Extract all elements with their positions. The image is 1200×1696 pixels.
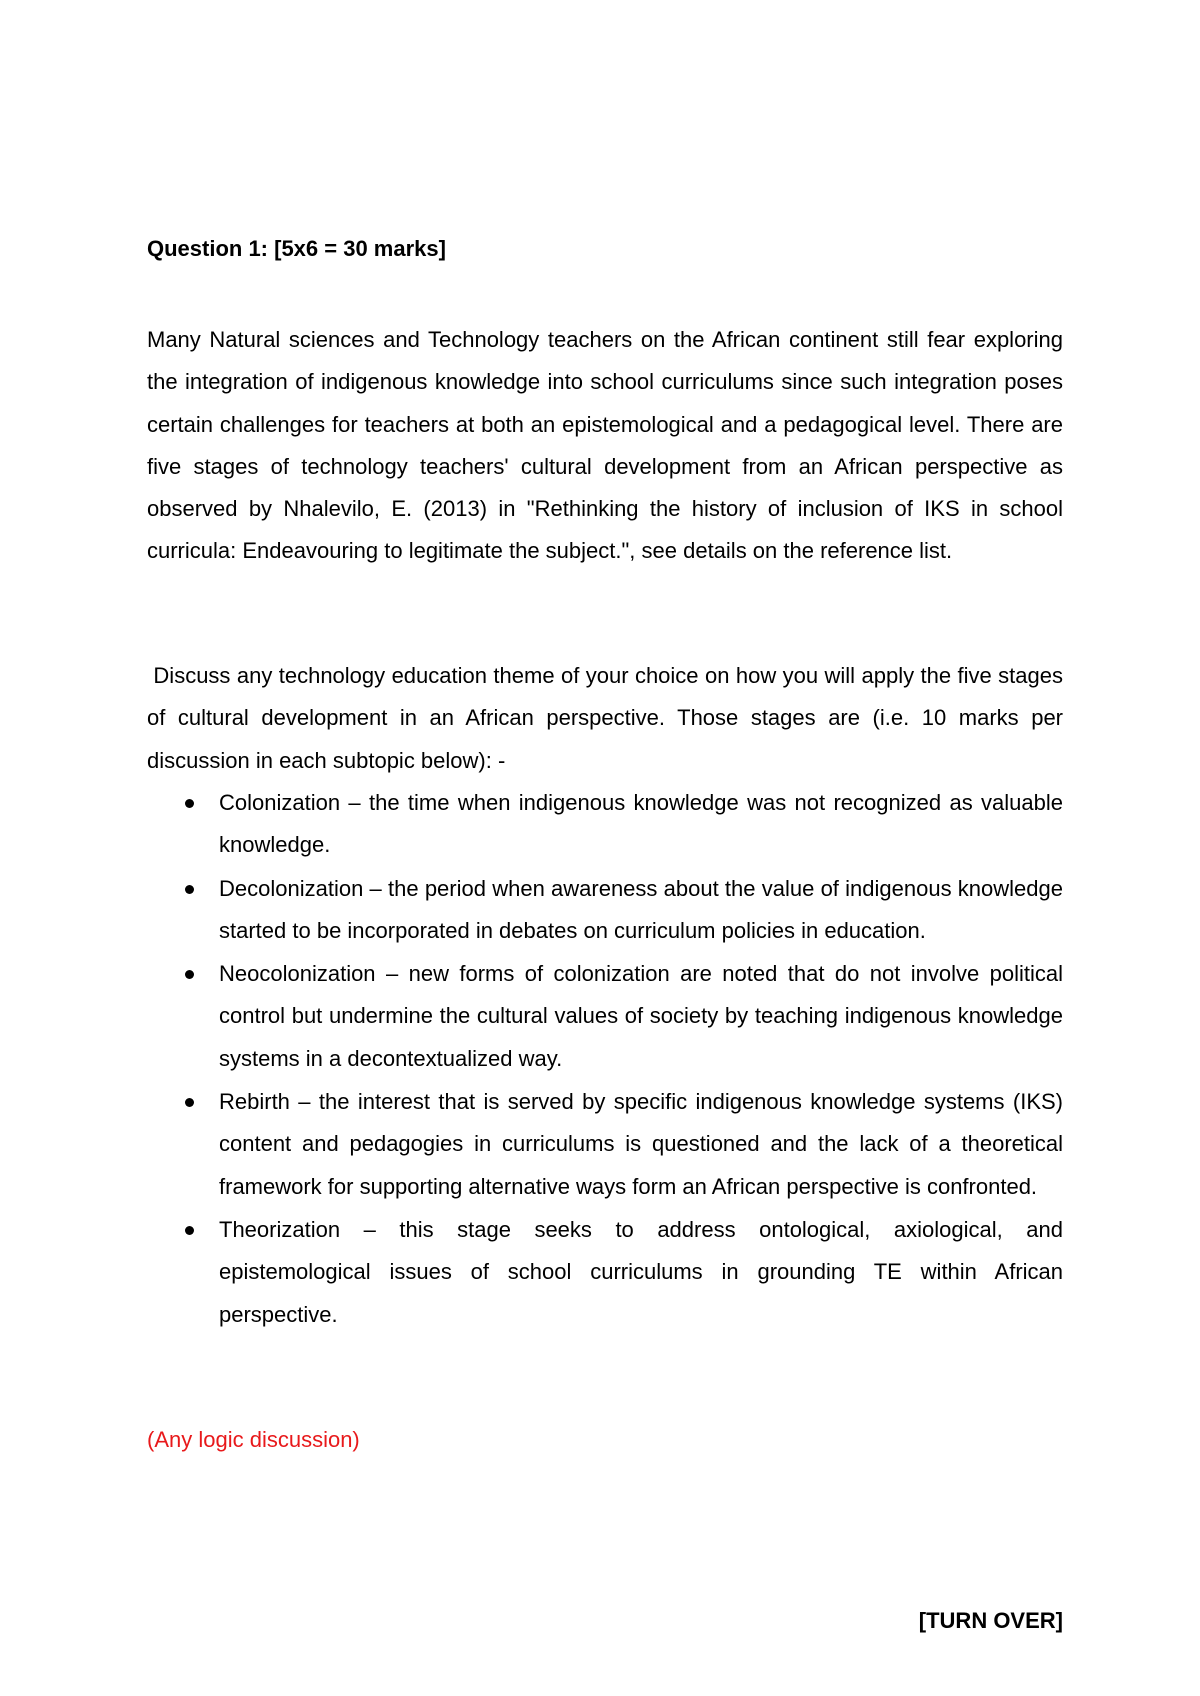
list-item [147, 868, 1063, 953]
bullet-icon [185, 1098, 194, 1107]
stage-text: Theorization – this stage seeks to address ontological, axiological, and epistemological issues of school curriculums in grounding TE within African perspective. [219, 1216, 1063, 1327]
list-item [147, 953, 1063, 1080]
intro-paragraph: Many Natural sciences and Technology teachers on the African continent still fear exploring the integration of indigenous knowledge into school curriculums since such integration poses certain challenges for teachers at both an epistemological and a pedagogical level. There are five stages of technology teachers' cultural development from an African perspective as observed by Nhalevilo, E. (2013) in "Rethinking the history of inclusion of IKS in school curricula: Endeavouring to legitimate the subject.", see details on the reference list. [147, 327, 1063, 564]
bullet-icon [185, 885, 194, 894]
turn-over-footer: [TURN OVER] [918, 1608, 1063, 1633]
memo-note: (Any logic discussion) [147, 1427, 360, 1452]
list-item [147, 1209, 1063, 1336]
instruction-paragraph [147, 655, 1063, 782]
stage-text: Decolonization – the period when awareness about the value of indigenous knowledge started to be incorporated in debates on curriculum policies in education. [219, 875, 1063, 943]
instruction-text: Discuss any technology education theme of your choice on how you will apply the five stages of cultural development in an African perspective. Those stages are (i.e. 10 marks per discussion in each subtopic below): - [147, 663, 1063, 773]
bullet-icon [185, 1226, 194, 1235]
stage-text: Rebirth – the interest that is served by specific indigenous knowledge systems (IKS) content and pedagogies in curriculums is questioned and the lack of a theoretical framework for supporting alternative ways form an African perspective is confronted. [219, 1089, 1063, 1199]
stage-text: Neocolonization – new forms of colonization are noted that do not involve political control but undermine the cultural values of society by teaching indigenous knowledge systems in a decontextualized way. [219, 961, 1063, 1071]
bullet-icon [185, 970, 194, 979]
list-item [147, 1081, 1063, 1208]
bullet-icon [185, 799, 194, 808]
question-heading: Question 1: [5x6 = 30 marks] [147, 236, 446, 261]
stage-text: Colonization – the time when indigenous knowledge was not recognized as valuable knowledge. [219, 790, 1063, 858]
stages-list [147, 782, 1063, 1337]
list-item [147, 782, 1063, 867]
